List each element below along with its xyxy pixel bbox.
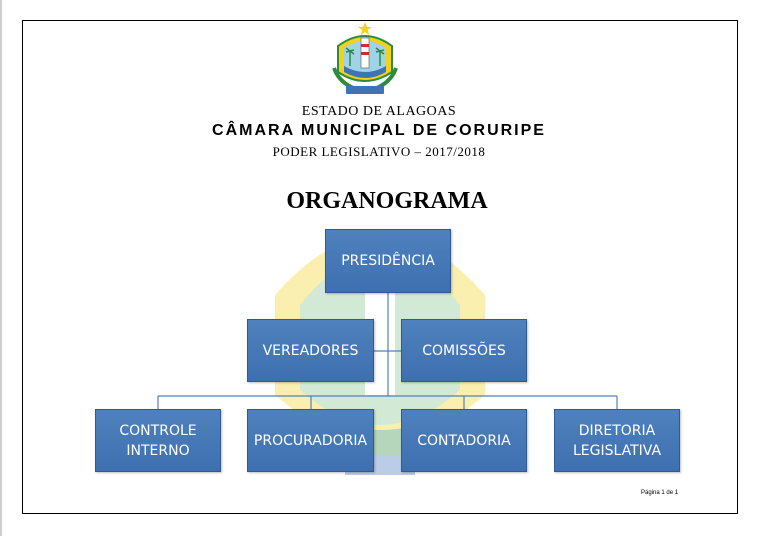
org-box-controle-interno: CONTROLE INTERNO [95, 409, 221, 472]
org-box-contadoria: CONTADORIA [401, 409, 527, 472]
org-box-diretoria-legislativa: DIRETORIA LEGISLATIVA [554, 409, 680, 472]
page-title: ORGANOGRAMA [286, 188, 488, 214]
chamber-heading: CÂMARA MUNICIPAL DE CORURIPE [212, 122, 546, 139]
org-box-comissoes: COMISSÕES [401, 319, 527, 382]
org-box-presidencia: PRESIDÊNCIA [325, 229, 451, 293]
org-box-vereadores: VEREADORES [247, 319, 374, 382]
page-number: Página 1 de 1 [641, 490, 679, 496]
legislature-heading: PODER LEGISLATIVO – 2017/2018 [272, 144, 486, 159]
state-heading: ESTADO DE ALAGOAS [301, 104, 457, 119]
org-box-procuradoria: PROCURADORIA [247, 409, 374, 472]
